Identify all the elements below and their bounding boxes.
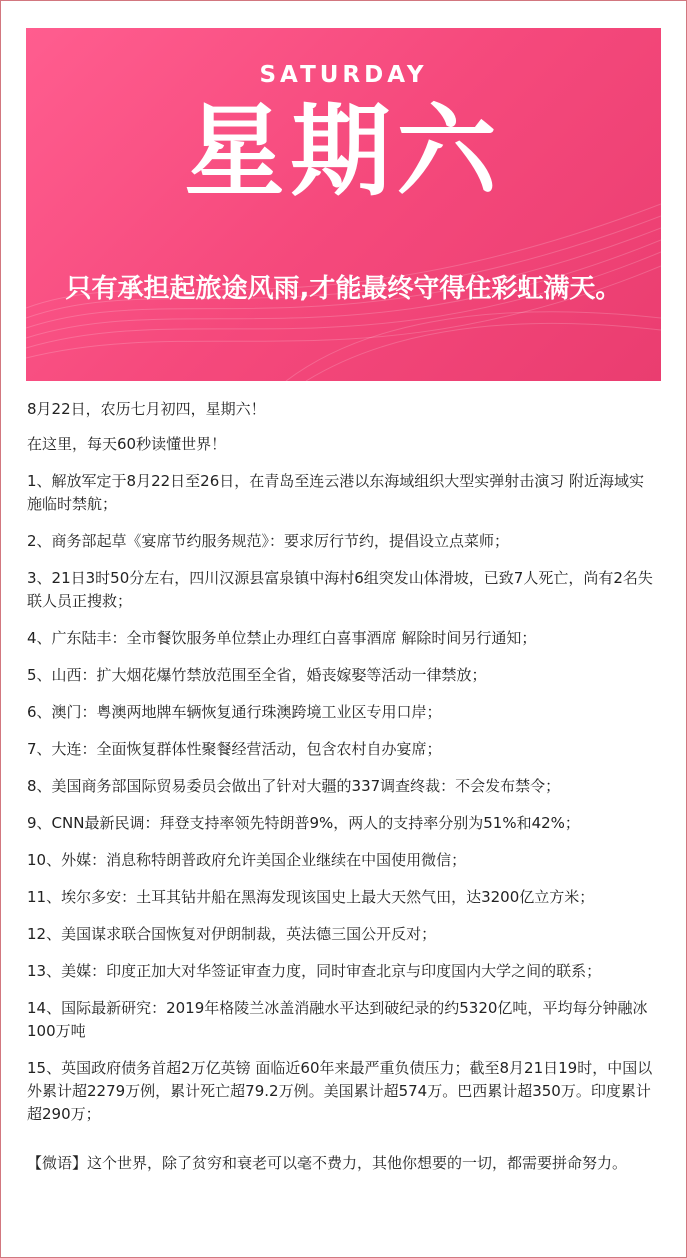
news-item: 12、美国谋求联合国恢复对伊朗制裁，英法德三国公开反对；: [27, 925, 437, 943]
news-item: 15、英国政府债务首超2万亿英镑 面临近60年来最严重负债压力；截至8月21日19时，中国以外累计超2279万例，累计死亡超79.2万例。美国累计超574万。巴西累计超350万。印度累计超290万；: [27, 1059, 653, 1123]
news-item: 9、CNN最新民调：拜登支持率领先特朗普9%，两人的支持率分别为51%和42%；: [27, 814, 580, 832]
tagline: 在这里，每天60秒读懂世界！: [27, 435, 227, 453]
news-item: 5、山西：扩大烟花爆竹禁放范围至全省，婚丧嫁娶等活动一律禁放；: [27, 666, 487, 684]
date-line: 8月22日，农历七月初四，星期六！: [27, 400, 266, 418]
news-item: 11、埃尔多安：土耳其钻井船在黑海发现该国史上最大天然气田，达3200亿立方米；: [27, 888, 595, 906]
news-item: 13、美媒：印度正加大对华签证审查力度，同时审查北京与印度国内大学之间的联系；: [27, 962, 602, 980]
header-banner: [26, 28, 661, 381]
news-item: 8、美国商务部国际贸易委员会做出了针对大疆的337调查终裁：不会发布禁令；: [27, 777, 561, 795]
news-item: 7、大连：全面恢复群体性聚餐经营活动，包含农村自办宴席；: [27, 740, 442, 758]
news-item: 2、商务部起草《宴席节约服务规范》：要求厉行节约，提倡设立点菜师；: [27, 532, 510, 550]
news-item: 3、21日3时50分左右，四川汉源县富泉镇中海村6组突发山体滑坡，已致7人死亡，尚有2名失联人员正搜救；: [27, 569, 653, 610]
banner-title: 星期六: [184, 93, 503, 210]
news-item: 6、澳门：粤澳两地牌车辆恢复通行珠澳跨境工业区专用口岸；: [27, 703, 442, 721]
news-item: 4、广东陆丰：全市餐饮服务单位禁止办理红白喜事酒席 解除时间另行通知；: [27, 629, 537, 647]
news-item: 1、解放军定于8月22日至26日，在青岛至连云港以东海域组织大型实弹射击演习 附近海域实施临时禁航；: [27, 472, 645, 513]
banner-slogan: 只有承担起旅途风雨,才能最终守得住彩虹满天。: [65, 274, 622, 304]
quote-text: 【微语】这个世界，除了贫穷和衰老可以毫不费力，其他你想要的一切，都需要拼命努力。: [27, 1154, 628, 1172]
news-content: [27, 398, 659, 1187]
banner-subtitle: SATURDAY: [259, 62, 428, 88]
news-item: 14、国际最新研究：2019年格陵兰冰盖消融水平达到破纪录的约5320亿吨，平均每分钟融冰100万吨: [27, 999, 648, 1040]
news-item: 10、外媒：消息称特朗普政府允许美国企业继续在中国使用微信；: [27, 851, 467, 869]
